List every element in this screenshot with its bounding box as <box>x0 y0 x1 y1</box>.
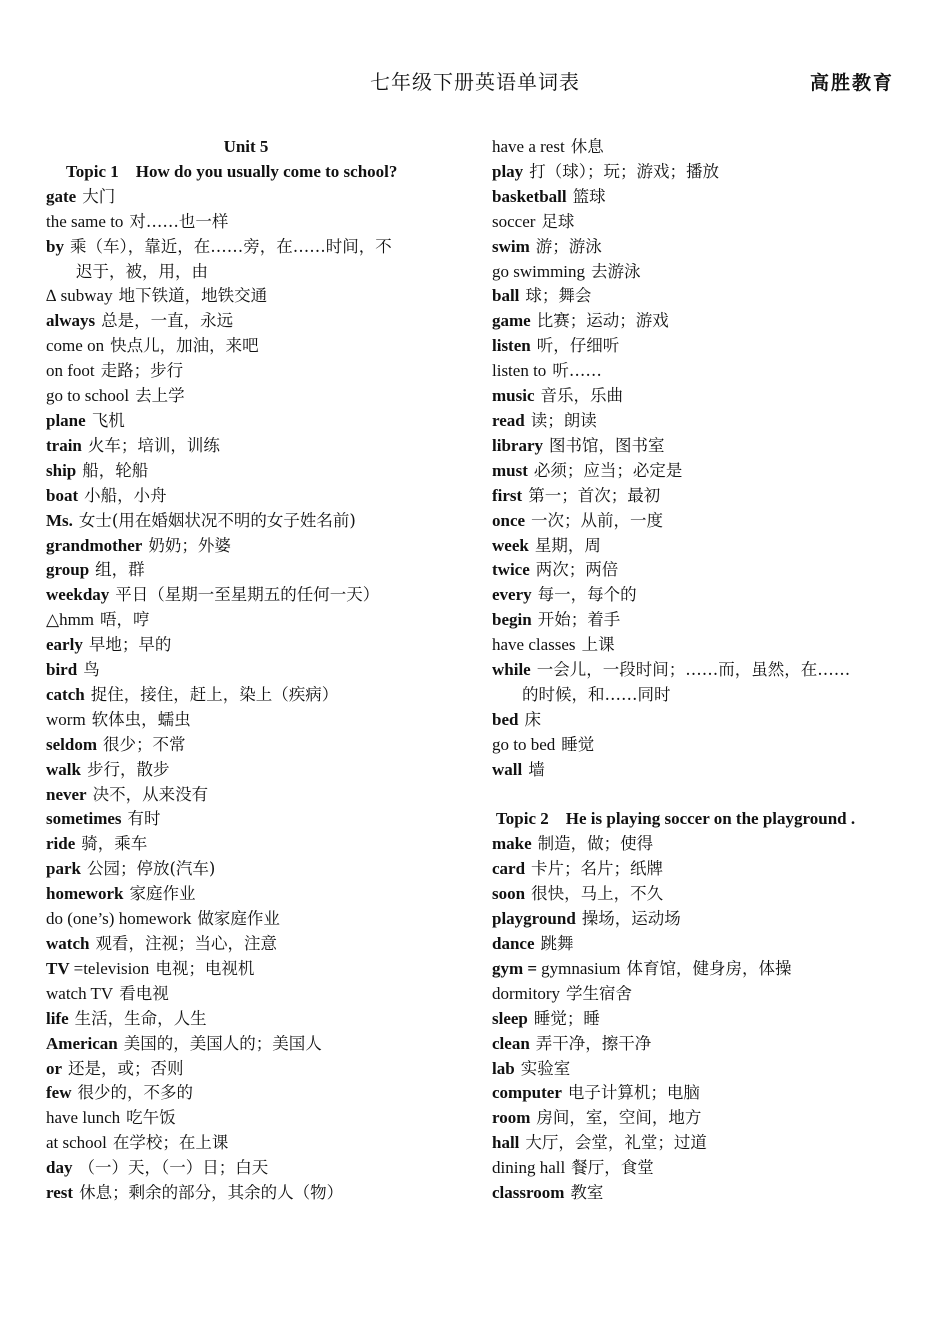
vocab-entry <box>492 534 912 559</box>
vocab-meaning: 操场，运动场 <box>581 909 681 929</box>
vocab-meaning: 体育馆，健身房，体操 <box>626 958 792 978</box>
vocab-word: play <box>492 161 524 181</box>
left-column <box>46 135 466 1206</box>
vocab-entry <box>492 932 912 957</box>
vocab-entry <box>492 1032 912 1057</box>
vocab-word: at school <box>46 1133 107 1153</box>
vocab-word: seldom <box>46 734 97 754</box>
vocab-entry <box>492 235 912 260</box>
vocab-meaning: 小船，小舟 <box>84 485 167 505</box>
vocab-word: must <box>492 460 528 480</box>
vocab-entry-continuation: 迟于，被，用，由 <box>76 261 208 281</box>
vocab-word: grandmother <box>46 535 143 555</box>
topic-heading: Topic 1 How do you usually come to school? <box>66 161 398 181</box>
vocab-entry <box>46 484 466 509</box>
vocab-meaning: 奶奶；外婆 <box>148 535 231 555</box>
vocab-meaning: 比赛；运动；游戏 <box>536 311 669 331</box>
vocab-entry <box>46 957 466 982</box>
vocab-entry <box>492 907 912 932</box>
vocab-entry <box>492 832 912 857</box>
vocab-word: rest <box>46 1183 74 1203</box>
vocab-entry <box>46 384 466 409</box>
vocab-entry <box>46 1032 466 1057</box>
vocab-meaning: 上课 <box>581 635 615 655</box>
vocab-meaning: 星期，周 <box>534 535 601 555</box>
vocab-meaning: 大厅，会堂，礼堂；过道 <box>525 1133 707 1153</box>
vocab-meaning: 总是，一直，永远 <box>101 311 234 331</box>
vocab-word: homework <box>46 884 124 904</box>
vocab-word: train <box>46 435 82 455</box>
vocab-meaning: 打（球）；玩；游戏；播放 <box>529 161 719 181</box>
vocab-word: begin <box>492 610 532 630</box>
vocab-entry <box>492 434 912 459</box>
vocab-meaning: 观看，注视；当心，注意 <box>95 934 277 953</box>
vocab-word: have lunch <box>46 1108 121 1128</box>
vocab-entry <box>46 409 466 434</box>
vocab-word: boat <box>46 485 79 505</box>
vocab-meaning: 读；朗读 <box>530 410 597 430</box>
vocab-word: lab <box>492 1058 515 1078</box>
vocab-word: computer <box>492 1083 562 1103</box>
vocab-word: ship <box>46 460 77 480</box>
vocab-word: bird <box>46 660 78 680</box>
vocab-entry <box>46 309 466 334</box>
vocab-word: early <box>46 635 83 655</box>
vocab-entry <box>46 882 466 907</box>
vocab-entry <box>46 210 466 235</box>
vocab-word: room <box>492 1108 531 1128</box>
vocab-word: go to bed <box>492 734 556 754</box>
vocab-meaning: 休息；剩余的部分，其余的人（物） <box>79 1183 344 1203</box>
vocab-meaning: 对……也一样 <box>129 211 229 231</box>
vocab-entry <box>46 832 466 857</box>
vocab-word: read <box>492 410 525 430</box>
vocab-word: dining hall <box>492 1158 566 1178</box>
vocab-word: bed <box>492 709 519 729</box>
vocab-word: plane <box>46 410 86 430</box>
vocab-meaning: 大门 <box>82 186 116 206</box>
vocab-word: few <box>46 1083 72 1103</box>
vocab-word: have a rest <box>492 137 565 156</box>
vocab-word: once <box>492 510 526 530</box>
vocab-entry <box>492 1007 912 1032</box>
vocab-meaning: 睡觉 <box>561 734 595 754</box>
vocab-meaning: 组，群 <box>95 560 145 580</box>
vocab-meaning: 听，仔细听 <box>536 336 620 356</box>
vocab-word: always <box>46 311 96 331</box>
vocab-meaning: 捉住，接住，赶上，染上（疾病） <box>90 684 339 704</box>
vocab-entry <box>492 583 912 608</box>
vocab-entry <box>46 658 466 683</box>
vocab-entry <box>492 758 912 783</box>
vocab-meaning: 生活，生命，人生 <box>74 1008 207 1028</box>
vocab-entry <box>46 284 466 309</box>
vocab-word: TV <box>46 958 70 978</box>
vocab-meaning: 听…… <box>552 361 602 381</box>
vocab-word: Ms. <box>46 510 73 530</box>
vocab-word: go swimming <box>492 261 586 281</box>
vocab-word: park <box>46 859 81 879</box>
vocab-word: wall <box>492 759 523 779</box>
vocab-word: dance <box>492 933 535 953</box>
vocab-word: gate <box>46 186 77 206</box>
vocab-meaning: 睡觉；睡 <box>533 1008 600 1028</box>
vocab-word: ∆ subway <box>46 286 113 306</box>
vocab-meaning: 火车；培训，训练 <box>87 435 220 455</box>
vocab-meaning: 第一；首次；最初 <box>528 485 661 505</box>
vocab-meaning: 步行，散步 <box>86 759 170 779</box>
section-gap <box>492 783 912 808</box>
vocab-meaning: 一会儿，一段时间；……而，虽然，在…… <box>536 660 851 680</box>
vocab-meaning: 很少；不常 <box>103 734 186 754</box>
vocab-entry <box>492 260 912 285</box>
vocab-meaning: 每一，每个的 <box>537 585 637 605</box>
vocab-word: weekday <box>46 585 110 605</box>
vocab-word-full-form: =television <box>73 958 150 978</box>
vocab-entry <box>492 135 912 160</box>
vocab-entry <box>46 509 466 534</box>
vocab-entry <box>46 982 466 1007</box>
vocab-meaning: 餐厅，食堂 <box>571 1158 654 1178</box>
vocab-word: life <box>46 1008 69 1028</box>
vocab-entry <box>46 434 466 459</box>
vocab-word: every <box>492 585 532 605</box>
vocab-meaning: 平日（星期一至星期五的任何一天） <box>115 585 380 605</box>
vocab-meaning: 吃午饭 <box>126 1108 176 1128</box>
vocab-entry <box>46 758 466 783</box>
vocab-word: go to school <box>46 386 130 406</box>
vocab-entry <box>492 185 912 210</box>
vocab-word: card <box>492 859 526 879</box>
vocab-meaning: 跳舞 <box>540 933 574 953</box>
vocab-word: watch <box>46 934 90 953</box>
vocab-entry <box>46 907 466 932</box>
vocab-word: or <box>46 1058 63 1078</box>
brand-logo-text: 高胜教育 <box>809 72 894 94</box>
vocab-meaning: 看电视 <box>119 983 169 1003</box>
vocab-entry <box>492 1081 912 1106</box>
vocab-entry <box>492 384 912 409</box>
vocab-meaning: 唔，哼 <box>100 610 150 630</box>
vocab-entry <box>492 882 912 907</box>
vocab-word: music <box>492 386 535 406</box>
vocab-meaning: 快点儿，加油，来吧 <box>110 336 259 356</box>
vocab-word: come on <box>46 336 105 356</box>
vocab-entry <box>46 1007 466 1032</box>
vocab-entry <box>46 1057 466 1082</box>
vocab-list-right-topic2 <box>492 832 912 1206</box>
vocab-meaning: 必须；应当；必定是 <box>533 460 683 480</box>
vocab-entry <box>492 210 912 235</box>
vocab-word: catch <box>46 684 85 704</box>
vocab-word: while <box>492 660 531 680</box>
vocab-word: classroom <box>492 1183 565 1203</box>
vocab-entry <box>492 1131 912 1156</box>
vocab-meaning: 休息 <box>570 137 604 156</box>
vocab-meaning: 公园；停放(汽车) <box>86 859 216 879</box>
vocab-meaning: 篮球 <box>572 186 606 206</box>
vocab-entry <box>492 509 912 534</box>
vocab-meaning: 房间，室，空间，地方 <box>536 1108 702 1128</box>
vocab-word: game <box>492 311 531 331</box>
vocab-meaning: 骑，乘车 <box>81 834 148 854</box>
vocab-list-left <box>46 185 466 1206</box>
vocab-entry <box>46 1081 466 1106</box>
vocab-word: gym = <box>492 958 538 978</box>
vocab-entry <box>46 733 466 758</box>
vocab-entry <box>46 185 466 210</box>
vocab-word: first <box>492 485 523 505</box>
vocab-entry <box>492 558 912 583</box>
vocab-word: basketball <box>492 186 567 206</box>
vocab-entry <box>492 1106 912 1131</box>
vocab-entry <box>492 1181 912 1206</box>
vocab-entry <box>492 733 912 758</box>
vocab-word: have classes <box>492 635 576 655</box>
vocab-word: worm <box>46 709 86 729</box>
vocab-word: the same to <box>46 211 124 231</box>
vocab-meaning: 教室 <box>570 1183 604 1203</box>
vocab-entry <box>492 857 912 882</box>
vocab-word: week <box>492 535 529 555</box>
vocab-entry <box>492 309 912 334</box>
vocab-word: twice <box>492 560 530 580</box>
vocab-meaning: 制造，做；使得 <box>537 834 654 854</box>
vocab-entry <box>492 484 912 509</box>
vocab-entry <box>492 608 912 633</box>
vocab-entry <box>46 583 466 608</box>
vocab-meaning: 足球 <box>541 211 575 231</box>
vocab-meaning: 很快，马上，不久 <box>531 884 664 904</box>
vocab-word: on foot <box>46 361 95 381</box>
vocab-word: listen to <box>492 361 547 381</box>
vocab-meaning: 做家庭作业 <box>197 909 280 929</box>
vocab-meaning: 一次；从前，一度 <box>531 510 664 530</box>
vocab-word: group <box>46 560 90 580</box>
vocab-word: do (one’s) homework <box>46 909 192 929</box>
vocab-meaning: 两次；两倍 <box>535 560 619 580</box>
vocab-entry <box>46 608 466 633</box>
vocab-entry <box>492 982 912 1007</box>
vocab-meaning: 音乐，乐曲 <box>540 386 623 406</box>
vocab-entry <box>46 235 466 260</box>
vocab-meaning: 很少的，不多的 <box>77 1083 193 1103</box>
vocab-entry <box>46 807 466 832</box>
vocab-meaning: 弄干净，擦干净 <box>535 1033 652 1053</box>
vocab-meaning: 卡片；名片；纸牌 <box>531 859 664 879</box>
vocab-entry <box>46 1156 466 1181</box>
vocab-entry <box>492 409 912 434</box>
vocab-word: swim <box>492 236 530 256</box>
vocab-meaning: 鸟 <box>83 660 100 680</box>
vocab-meaning: 去游泳 <box>591 261 641 281</box>
vocab-entry <box>492 160 912 185</box>
vocab-meaning: 有时 <box>127 809 161 829</box>
vocab-entry <box>492 459 912 484</box>
vocab-word: sometimes <box>46 809 122 829</box>
vocab-entry <box>46 334 466 359</box>
vocab-meaning: 决不，从来没有 <box>92 784 209 804</box>
vocab-meaning: 游；游泳 <box>535 236 602 256</box>
vocab-entry <box>46 683 466 708</box>
vocab-meaning: 美国的，美国人的；美国人 <box>123 1033 322 1053</box>
vocab-word: clean <box>492 1033 530 1053</box>
vocab-entry <box>46 1131 466 1156</box>
vocab-word: soon <box>492 884 526 904</box>
vocab-entry <box>46 783 466 808</box>
vocab-meaning: 图书馆，图书室 <box>549 435 665 455</box>
vocab-meaning: 学生宿舍 <box>566 983 632 1003</box>
vocab-meaning: 乘（车），靠近，在……旁，在……时间，不 <box>69 236 392 256</box>
vocab-entry <box>492 334 912 359</box>
vocab-word: never <box>46 784 87 804</box>
vocab-meaning: 去上学 <box>135 386 185 406</box>
vocab-meaning: 电子计算机；电脑 <box>567 1083 700 1103</box>
vocab-entry <box>46 359 466 384</box>
vocab-word: watch TV <box>46 983 114 1003</box>
vocab-word: American <box>46 1033 118 1053</box>
vocab-meaning: 女士(用在婚姻状况不明的女子姓名前) <box>78 510 356 530</box>
vocab-entry <box>46 857 466 882</box>
page-title: 七年级下册英语单词表 <box>370 70 580 94</box>
vocab-word: sleep <box>492 1008 528 1028</box>
vocab-entry <box>46 708 466 733</box>
vocab-word: library <box>492 435 543 455</box>
vocab-meaning: 还是，或；否则 <box>68 1058 184 1078</box>
vocab-entry <box>46 932 466 957</box>
vocab-meaning: 实验室 <box>520 1058 571 1078</box>
vocab-meaning: 走路；步行 <box>100 361 184 381</box>
vocab-entry <box>492 284 912 309</box>
vocab-word: walk <box>46 759 81 779</box>
vocab-entry <box>492 708 912 733</box>
vocab-meaning: 球；舞会 <box>525 286 592 306</box>
vocab-entry-continuation: 的时候，和……同时 <box>522 684 671 704</box>
vocab-entry <box>46 459 466 484</box>
vocab-word: by <box>46 236 64 256</box>
vocab-word: dormitory <box>492 983 560 1003</box>
vocab-entry <box>46 1181 466 1206</box>
vocab-entry <box>492 1057 912 1082</box>
vocab-entry <box>492 957 912 982</box>
vocab-meaning: 墙 <box>528 759 545 779</box>
vocab-meaning: 在学校；在上课 <box>112 1133 229 1153</box>
vocab-meaning: 家庭作业 <box>129 884 196 904</box>
vocab-word: △hmm <box>46 610 95 630</box>
vocab-entry <box>492 359 912 384</box>
vocab-word: ball <box>492 286 520 306</box>
vocab-entry <box>492 658 912 683</box>
vocab-meaning: 开始；着手 <box>537 610 621 630</box>
vocab-meaning: 软体虫，蠕虫 <box>91 709 191 729</box>
vocab-entry <box>46 558 466 583</box>
vocab-meaning: 电视；电视机 <box>155 958 255 978</box>
vocab-meaning: 飞机 <box>91 410 125 430</box>
unit-heading: Unit 5 <box>223 137 269 156</box>
vocab-meaning: 床 <box>524 709 541 729</box>
vocab-word: hall <box>492 1133 520 1153</box>
topic-heading: Topic 2 He is playing soccer on the playground . <box>496 809 856 829</box>
vocab-meaning: 早地；早的 <box>88 635 172 655</box>
vocab-list-right <box>492 135 912 783</box>
vocab-word: soccer <box>492 211 536 231</box>
vocab-word: day <box>46 1158 73 1178</box>
vocab-word: listen <box>492 336 531 356</box>
vocab-word-full-form: gymnasium <box>541 958 621 978</box>
vocab-word: ride <box>46 834 76 854</box>
vocab-word: playground <box>492 909 576 929</box>
vocab-meaning: 船，轮船 <box>82 460 149 480</box>
vocab-meaning: 地下铁道，地铁交通 <box>118 286 268 306</box>
right-column <box>492 135 912 1206</box>
vocab-entry <box>492 1156 912 1181</box>
vocab-meaning: （一）天，（一）日；白天 <box>78 1158 269 1178</box>
vocab-entry <box>46 633 466 658</box>
vocab-word: make <box>492 834 532 854</box>
vocab-entry <box>46 1106 466 1131</box>
vocab-entry <box>492 633 912 658</box>
vocab-entry <box>46 534 466 559</box>
